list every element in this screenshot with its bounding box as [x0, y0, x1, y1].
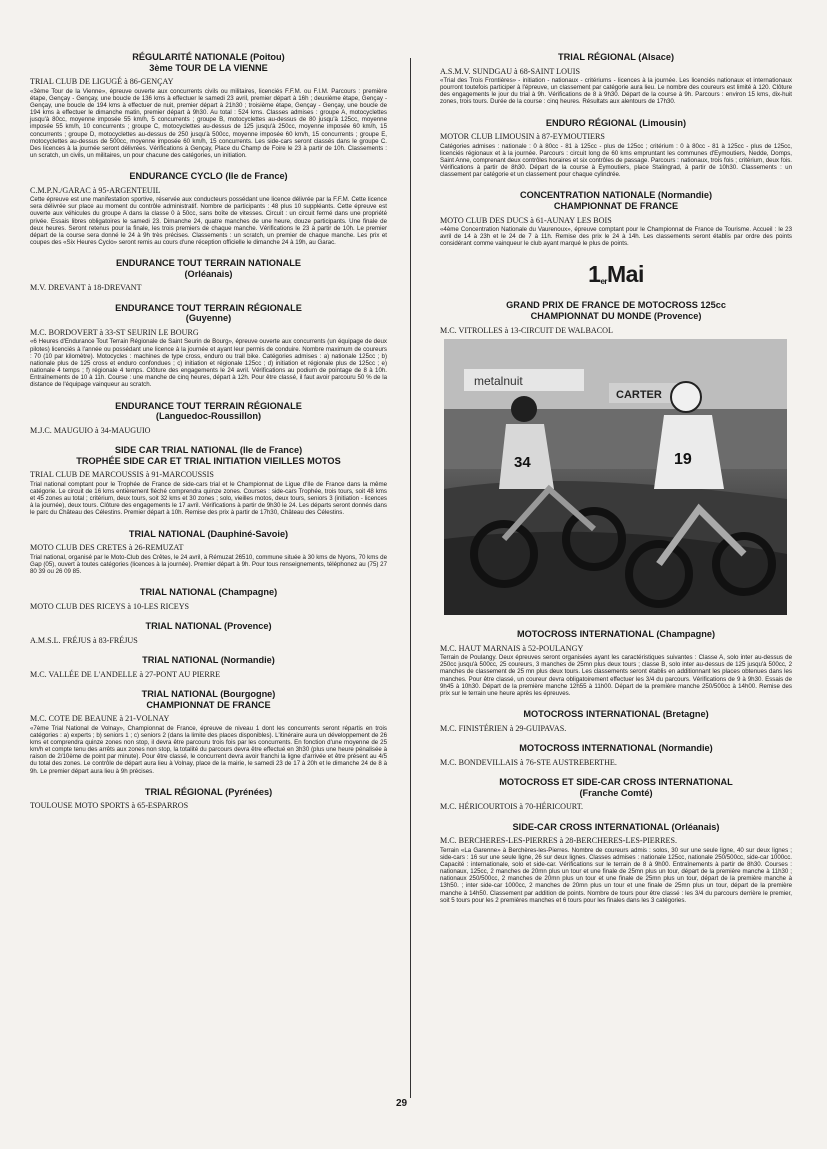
- event-club: M.C. FINISTÉRIEN à 29-GUIPAVAS.: [440, 723, 567, 733]
- right-column: [440, 52, 792, 904]
- date-day: 1: [588, 261, 601, 288]
- event-title: ENDURANCE CYCLO (Ile de France): [129, 171, 288, 182]
- event-club: M.C. VALLÉE DE L'ANDELLE à 27-PONT AU PIERRE: [30, 669, 221, 679]
- motocross-photo-art: [444, 339, 787, 615]
- grand-prix-title: GRAND PRIX DE FRANCE DE MOTOCROSS 125cc: [506, 300, 726, 311]
- event-title: MOTOCROSS INTERNATIONAL (Normandie): [519, 743, 713, 753]
- event-description: «3ème Tour de la Vienne», épreuve ouverte aux concurrents civils ou militaires, licenciés F.F.M. ou F.I.M. Parcours : première étape, Gençay - Gençay, une boucle de 136 kms à effectuer le samedi 23 avril, premier départ à 16h ; deuxième étape, Gençay - Gençay, une boucle de 194 kms à effectuer de nuit, premier départ à 21h30 ; troisième étape, Gençay - Gençay, une boucle de 194 kms à effectuer le dimanche matin, premier départ à 9h30. Au total : 524 kms. Classes admises : groupe A, motocyclettes jusqu'à 80cc, moyenne imposée 55 km/h, 5 concurrents ; groupe B, motocyclettes au-dessus de 80 jusqu'à 125cc, moyenne imposée 55 km/h, 10 concurrents ; groupe C, motocyclettes au-dessus de 125 jusqu'à 250cc, moyenne imposée 60 km/h, 15 concurrents ; groupe D, motocyclettes au-dessus de 250 jusqu'à 500cc, moyenne imposée 60 km/h, 15 concurrents ; groupe E, motocyclettes au-dessus de 500cc, moyenne imposée 60 km/h, 15 concurrents. Les side-cars seront classés dans le groupe C. Des licences à la journée seront délivrées. Vérifications à Gençay, Place du Champ de Foire le 23 à partir de 10h. Classements : un scratch, un civils, un militaires, un pour chacune des catégories, un initiation.: [30, 87, 387, 159]
- event-description: Terrain «La Garenne» à Berchères-les-Pierres. Nombre de coureurs admis : solos, 30 sur une seule ligne, 40 sur deux lignes ; side-cars : 16 sur une seule ligne, 26 sur deux lignes. Classes admises : nationale 125cc, nationale 250/500cc, side-car 1000cc. Capacité : internationale, solo et side-car. Vérifications sur le terrain de 8 à 9h00. Entraînements à partir de 8h30. Courses : nationaux, 125cc, 2 manches de 20mn plus un tour et une finale de 25mn plus un tour, départ de la première manche à 11h30 ; nationaux 250/500cc, 2 manches de 20mn plus un tour et une finale de 25mn plus un tour, départ de la première manche à 13h50. ; inter side-car 1000cc, 2 manches de 20mn plus un tour et une finale de 25mn plus un tour, départ de la première manche à 14h50. Classement par addition de points. Nombre de tours pour être classé : les 3/4 du parcours derrière le premier, soit 5 tours pour les 2 premières manches et 6 tours pour les finales dans les 3 catégories.: [440, 846, 792, 904]
- event-club: C.M.P.N./GARAC à 95-ARGENTEUIL: [30, 185, 161, 195]
- banner-right-text: CARTER: [616, 389, 662, 402]
- event-section: [30, 171, 387, 246]
- event-description: «4ème Concentration Nationale du Vaurenoux», épreuve comptant pour le Championnat de France de Tourisme. Accueil : le 23 avril de 14 à 23h et le 24 de 7 à 11h. Remise des prix le 24 à 14h. Les classements seront établis par ordre des points considérant comme vainqueur le club ayant marqué le plus de points.: [440, 226, 792, 248]
- event-subtitle: CHAMPIONNAT DE FRANCE: [553, 201, 679, 211]
- event-club: TOULOUSE MOTO SPORTS à 65-ESPARROS: [30, 801, 189, 811]
- event-subtitle: TROPHÉE SIDE CAR ET TRIAL INITIATION VIEILLES MOTOS: [76, 455, 341, 466]
- event-club: A.S.M.V. SUNDGAU à 68-SAINT LOUIS: [440, 66, 580, 76]
- event-section: [30, 655, 387, 679]
- event-club: M.C. HÉRICOURTOIS à 70-HÉRICOURT.: [440, 802, 584, 812]
- event-section: [30, 587, 387, 611]
- event-title: TRIAL NATIONAL (Normandie): [142, 654, 275, 665]
- event-club: M.C. BONDEVILLAIS à 76-STE AUSTREBERTHE.: [440, 757, 617, 767]
- event-title: CONCENTRATION NATIONALE (Normandie): [519, 190, 713, 201]
- event-title: TRIAL NATIONAL (Bourgogne): [141, 688, 276, 699]
- event-section: [440, 777, 792, 812]
- event-section: [440, 190, 792, 247]
- banner-left-text: metalnuit: [474, 374, 523, 389]
- column-divider: [410, 58, 411, 1098]
- event-subtitle: 3ème TOUR DE LA VIENNE: [149, 62, 268, 73]
- event-description: «6 Heures d'Endurance Tout Terrain Régionale de Saint Seurin de Bourg», épreuve ouverte aux concurrents (un équipage de deux pilotes) licenciés à l'année ou possédant une licence à la journée et ayant leur permis de conduire. Nombre maximum de coureurs : 70 (10 par kilomètre). Motocycles : machines de type cross, enduro ou trail bike. Catégories admises : a) nationale 125cc ; b) nationale plus de 125 cross et enduro confondues ; c) initiation et régionale 125cc ; d) initiation et régionale plus de 125cc ; e) nationale 4 temps ; f) régionale 4 temps. Clôture des engagements le 24 avril. Vérifications au podium de pointage de 8 à 10h. Entraînements de 10 à 11h. Course : une manche de cinq heures, départ à 12h. Pour être classé, il faut avoir parcouru 50 % de la distance de l'équipage vainqueur au scratch.: [30, 338, 387, 389]
- rider-left-bib: 34: [514, 454, 531, 472]
- page-number: 29: [396, 1098, 408, 1109]
- event-club: MOTO CLUB DES RICEYS à 10-LES RICEYS: [30, 601, 190, 611]
- event-club: A.M.S.L. FRÉJUS à 83-FRÉJUS: [30, 635, 138, 645]
- event-subtitle: (Languedoc-Roussillon): [155, 411, 262, 422]
- event-title: ENDURANCE TOUT TERRAIN NATIONALE: [116, 258, 301, 269]
- grand-prix-subtitle: CHAMPIONNAT DU MONDE (Provence): [530, 311, 702, 322]
- event-section: [30, 621, 387, 645]
- left-column: [30, 52, 387, 812]
- event-title: ENDURANCE TOUT TERRAIN RÉGIONALE: [115, 302, 302, 313]
- motocross-photo: [444, 339, 787, 615]
- event-club: MOTO CLUB DES CRETES à 26-REMUZAT: [30, 543, 184, 553]
- event-club: M.V. DREVANT à 18-DREVANT: [30, 283, 142, 293]
- event-section: [440, 743, 792, 767]
- event-section: [440, 629, 792, 697]
- event-subtitle: CHAMPIONNAT DE FRANCE: [146, 699, 271, 710]
- event-title: TRIAL NATIONAL (Champagne): [139, 586, 278, 597]
- event-description: Cette épreuve est une manifestation sportive, réservée aux conducteurs possédant une licence délivrée par la F.F.M. Cette licence sera délivrée sur place au moment du contrôle administratif. Nombre de participants : 48 plus 10 suppléants. Cette épreuve est ouverte aux véhicules du groupe A dans la classe 0 à 50cc, sans boîte de vitesses. Circuit : un circuit fermé dans une propriété privée. Essais libres obligatoires le samedi 23. Dimanche 24, quatre manches de une heure, douze participants. Une finale de deux heures. Seront retenus pour la finale, les trois premiers de chaque manche. Vérifications le 23 à partir de 10h. Le premier départ de la course sera donné le 24 à 9h très précises. Classements : un scratch, un premier de chaque manche. Les prix et coupes des «Six Heures Cyclo» seront remis au cours d'une réception officielle le dimanche 24 à 19h, au Garac.: [30, 196, 387, 247]
- event-club: MOTOR CLUB LIMOUSIN à 87-EYMOUTIERS: [440, 132, 605, 142]
- date-month: Mai: [607, 261, 644, 288]
- event-description: «Trial des Trois Frontières» - initiation - nationaux - critériums - licences à la journée. Les licenciés nationaux et internationaux pourront toutefois participer à l'épreuve, un classement par catégorie aura lieu. Le nombre des coureurs est limité à 120. Clôture des engagements le jour du trial à 9h. Vérifications de 8 à 9h30. Départ de la course à 9h. Parcours : environ 15 kms, dix-huit zones, trois tours. Durée de la course : cinq heures. Résultats aux alentours de 17h30.: [440, 77, 792, 106]
- event-club: M.C. BORDOVERT à 33-ST SEURIN LE BOURG: [30, 328, 199, 338]
- event-description: Catégories admises : nationale : 0 à 80cc - 81 à 125cc - plus de 125cc ; critérium : 0 à 80cc - 81 à 125cc - plus de 125cc, licenciés régionaux et à la journée. Parcours : circuit long de 60 kms empruntant les communes d'Eymoutiers, Nedde, Domps, Saint Anne, comprenant deux contrôles horaires et six contrôles de passage. Parcours : nationaux, trois fois ; critérium, deux fois. Vérifications à partir de 8h30. Départ de la course à Eymoutiers, place Stalingrad, à partir de 10h30. Classements : un classement par catégorie et un classement pour chaque cylindrée.: [440, 142, 792, 179]
- event-description: «7ème Trial National de Volnay», Championnat de France, épreuve de niveau 1 dont les concurrents seront répartis en trois catégories : a) experts ; b) seniors 1 ; c) seniors 2 (dans la limite des places disponibles). L'itinéraire aura un développement de 26 kms et comprendra quinze zones non stop, il devra être parcouru trois fois par les concurrents. En fonction d'une moyenne de 25 km/h et compte tenu des arrêts aux zones non stop, la totalité du parcours devra être effectué en 3h30 (plus une heure pénalisée à raison de 2/10ème de point par minute). Pour être classé, le concurrent devra avoir franchi la ligne d'arrivée et être présent au 4/5 du total des zones. Le contrôle de départ aura lieu à Volnay, place de la mairie, le samedi 23 de 17 à 20h et le dimanche 24 de 8 à 9h. Le premier départ aura lieu à 9h précises.: [30, 724, 387, 775]
- event-title: ENDURO RÉGIONAL (Limousin): [545, 117, 687, 128]
- event-section: [30, 787, 387, 811]
- event-subtitle: (Franche Comté): [579, 787, 653, 798]
- event-section: [440, 52, 792, 106]
- event-title: MOTOCROSS INTERNATIONAL (Bretagne): [523, 709, 709, 719]
- event-section: [30, 445, 387, 516]
- event-description: Terrain de Poulangy. Deux épreuves seront organisées ayant les caractéristiques suivantes : Classe A, solo inter au-dessus de 250cc jusqu'à 500cc, 25 coureurs, 3 manches de 25mn plus deux tours ; classe B, solo inter au-dessus de 125 jusqu'à 500cc, 2 manches de classement de 25 mn plus deux tours. Les classements seront établis en additionnant les places obtenues dans les manches. Pour être classé, un coureur devra obligatoirement effectuer les 3/4 du parcours. Vérifications de 9 à 9h30. Essais de 9h45 à 10h30. Départ de la première manche 12h55 à 11h00. Départ de la première manche 250/500cc à 14h00. Remise des prix sur le terrain une heure après les épreuves.: [440, 654, 792, 697]
- event-club: TRIAL CLUB DE LIGUGÉ à 86-GENÇAY: [30, 77, 174, 87]
- right-bottom-events: [440, 629, 792, 904]
- event-section: [440, 822, 792, 904]
- event-club: M.C. COTE DE BEAUNE à 21-VOLNAY: [30, 714, 170, 724]
- event-title: RÉGULARITÉ NATIONALE (Poitou): [132, 52, 285, 62]
- event-section: [30, 258, 387, 293]
- rider-right-bib: 19: [674, 451, 692, 469]
- grand-prix-club: M.C. VITROLLES à 13-CIRCUIT DE WALBACOL: [440, 325, 613, 335]
- event-title: MOTOCROSS ET SIDE-CAR CROSS INTERNATIONAL: [499, 777, 733, 787]
- event-club: M.C. HAUT MARNAIS à 52-POULANGY: [440, 643, 584, 653]
- right-top-events: [440, 52, 792, 247]
- event-title: TRIAL NATIONAL (Provence): [145, 620, 272, 631]
- event-section: [30, 689, 387, 775]
- event-section: [30, 529, 387, 575]
- event-section: [440, 118, 792, 179]
- event-club: M.J.C. MAUGUIO à 34-MAUGUIO: [30, 425, 151, 435]
- event-description: Trial national comptant pour le Trophée de France de side-cars trial et le Championnat de Ligue d'Ile de France dans la même catégorie. Le circuit de 16 kms entièrement fléché comprendra quinze zones. Courses : side-cars Trophée, trois tours, soit 48 kms et 45 zones au total ; critérium, deux tours, soit 32 kms et 30 zones ; solo, vieilles motos, deux tours, seniors 3 (initiation - licences à la journée), deux tours. Clôture des engagements le 17 avril. Vérifications à partir de 9h30 le 24. Les départs seront donnés dans le parc du Château des Célestins. Premier départ à 10h. Remise des prix à partir de 17h30, Château des Célestins.: [30, 480, 387, 517]
- event-club: TRIAL CLUB DE MARCOUSSIS à 91-MARCOUSSIS: [30, 470, 214, 480]
- event-title: SIDE-CAR CROSS INTERNATIONAL (Orléanais): [512, 821, 720, 832]
- event-subtitle: (Orléanais): [184, 268, 233, 279]
- date-banner: [440, 261, 792, 288]
- event-subtitle: (Guyenne): [185, 313, 232, 324]
- event-section: [30, 401, 387, 436]
- event-club: M.C. BERCHERES-LES-PIERRES à 28-BERCHERES-LES-PIERRES.: [440, 836, 677, 846]
- event-section: [30, 303, 387, 389]
- event-title: TRIAL RÉGIONAL (Alsace): [557, 52, 675, 62]
- event-title: TRIAL RÉGIONAL (Pyrénées): [144, 786, 273, 797]
- event-title: SIDE CAR TRIAL NATIONAL (Ile de France): [114, 445, 303, 456]
- event-title: MOTOCROSS INTERNATIONAL (Champagne): [516, 629, 716, 640]
- event-section: [440, 709, 792, 733]
- event-section: [30, 52, 387, 159]
- event-description: Trial national, organisé par le Moto-Club des Crêtes, le 24 avril, à Rémuzat 26510, commune située à 30 kms de Nyons, 70 kms de Gap (05), ouvert à toutes catégories (licences à la journée). Premier départ à 9h. Pour tous renseignements, téléphonez au (75) 27 80 39 ou 26 09 85.: [30, 553, 387, 575]
- event-club: MOTO CLUB DES DUCS à 61-AUNAY LES BOIS: [440, 215, 612, 225]
- event-title: ENDURANCE TOUT TERRAIN RÉGIONALE: [115, 400, 302, 411]
- date-sup: er: [600, 277, 607, 287]
- event-title: TRIAL NATIONAL (Dauphiné-Savoie): [128, 528, 289, 539]
